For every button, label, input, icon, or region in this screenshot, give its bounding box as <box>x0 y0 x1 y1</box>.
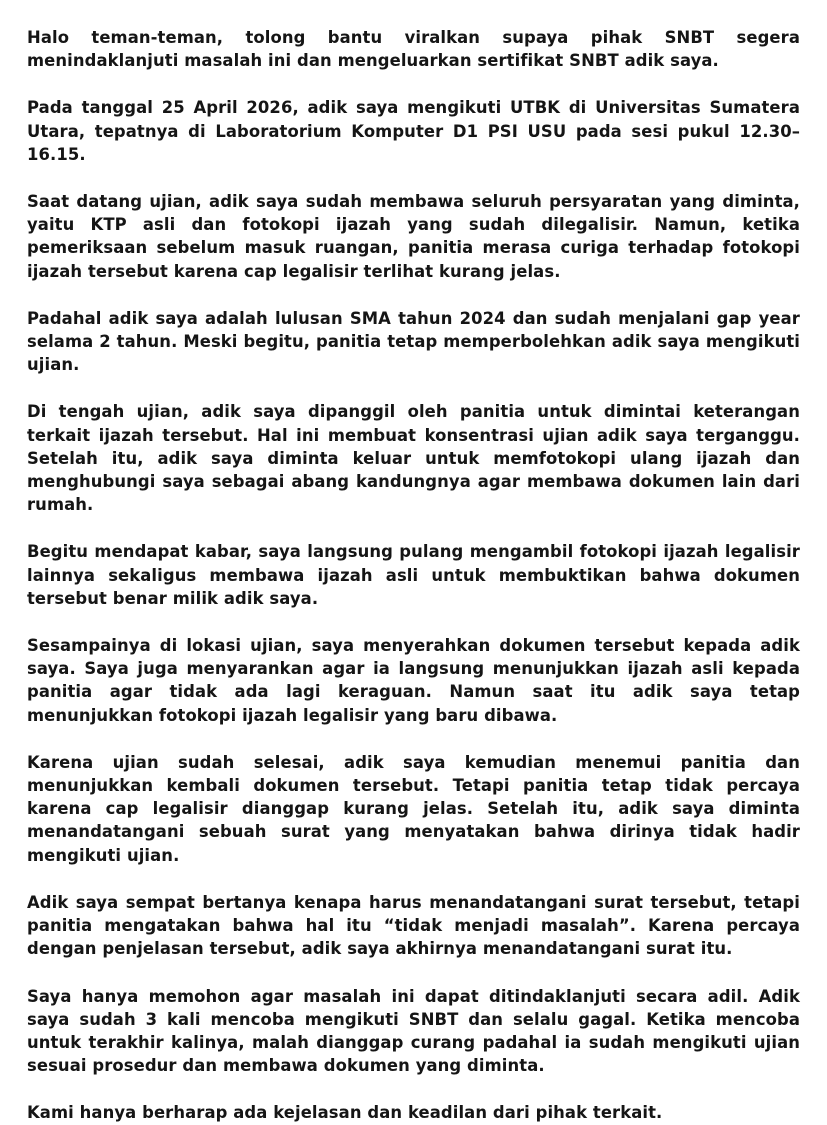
paragraph-signing: Adik saya sempat bertanya kenapa harus menandatangani surat tersebut, tetapi panitia mengatakan bahwa hal itu “tidak menjadi masalah”. Karena percaya dengan penjelasan tersebut, adik saya akhirnya menandatangani surat itu. <box>27 892 800 959</box>
paragraph-after-exam: Karena ujian sudah selesai, adik saya kemudian menemui panitia dan menunjukkan kembali dokumen tersebut. Tetapi panitia tetap tidak percaya karena cap legalisir dianggap kurang jelas. Setelah itu, adik saya diminta menandatangani sebuah surat yang menyatakan bahwa dirinya tidak hadir mengikuti ujian. <box>27 752 800 865</box>
paragraph-intro: Halo teman-teman, tolong bantu viralkan supaya pihak SNBT segera menindaklanjuti masalah ini dan mengeluarkan sertifikat SNBT adik saya. <box>27 28 800 71</box>
paragraph-arrival: Sesampainya di lokasi ujian, saya menyerahkan dokumen tersebut kepada adik saya. Saya juga menyarankan agar ia langsung menunjukkan ijazah asli kepada panitia agar tidak ada lagi keraguan. Namun saat itu adik saya tetap menunjukkan fotokopi ijazah legalisir yang baru dibawa. <box>27 636 800 725</box>
paragraph-gap-year: Padahal adik saya adalah lulusan SMA tahun 2024 dan sudah menjalani gap year selama 2 tahun. Meski begitu, panitia tetap memperbolehkan adik saya mengikuti ujian. <box>27 308 800 375</box>
paragraph-closing: Kami hanya berharap ada kejelasan dan keadilan dari pihak terkait. <box>27 1103 663 1123</box>
paragraph-requirements: Saat datang ujian, adik saya sudah membawa seluruh persyaratan yang diminta, yaitu KTP asli dan fotokopi ijazah yang sudah dilegalisir. Namun, ketika pemeriksaan sebelum masuk ruangan, panitia merasa curiga terhadap fotokopi ijazah tersebut karena cap legalisir terlihat kurang jelas. <box>27 192 800 281</box>
paragraph-documents: Begitu mendapat kabar, saya langsung pulang mengambil fotokopi ijazah legalisir lainnya sekaligus membawa ijazah asli untuk membuktikan bahwa dokumen tersebut benar milik adik saya. <box>27 542 800 608</box>
paragraph-plea: Saya hanya memohon agar masalah ini dapat ditindaklanjuti secara adil. Adik saya sudah 3 kali mencoba mengikuti SNBT dan selalu gagal. Ketika mencoba untuk terakhir kalinya, malah dianggap curang padahal ia sudah mengikuti ujian sesuai prosedur dan membawa dokumen yang diminta. <box>27 986 800 1076</box>
paragraph-mid-exam: Di tengah ujian, adik saya dipanggil oleh panitia untuk dimintai keterangan terkait ijazah tersebut. Hal ini membuat konsentrasi ujian adik saya terganggu. Setelah itu, adik saya diminta keluar untuk memfotokopi ulang ijazah dan menghubungi saya sebagai abang kandungnya agar membawa dokumen lain dari rumah. <box>27 402 800 515</box>
paragraph-exam-date: Pada tanggal 25 April 2026, adik saya mengikuti UTBK di Universitas Sumatera Utara, tepatnya di Laboratorium Komputer D1 PSI USU pada sesi pukul 12.30–16.15. <box>27 98 800 164</box>
